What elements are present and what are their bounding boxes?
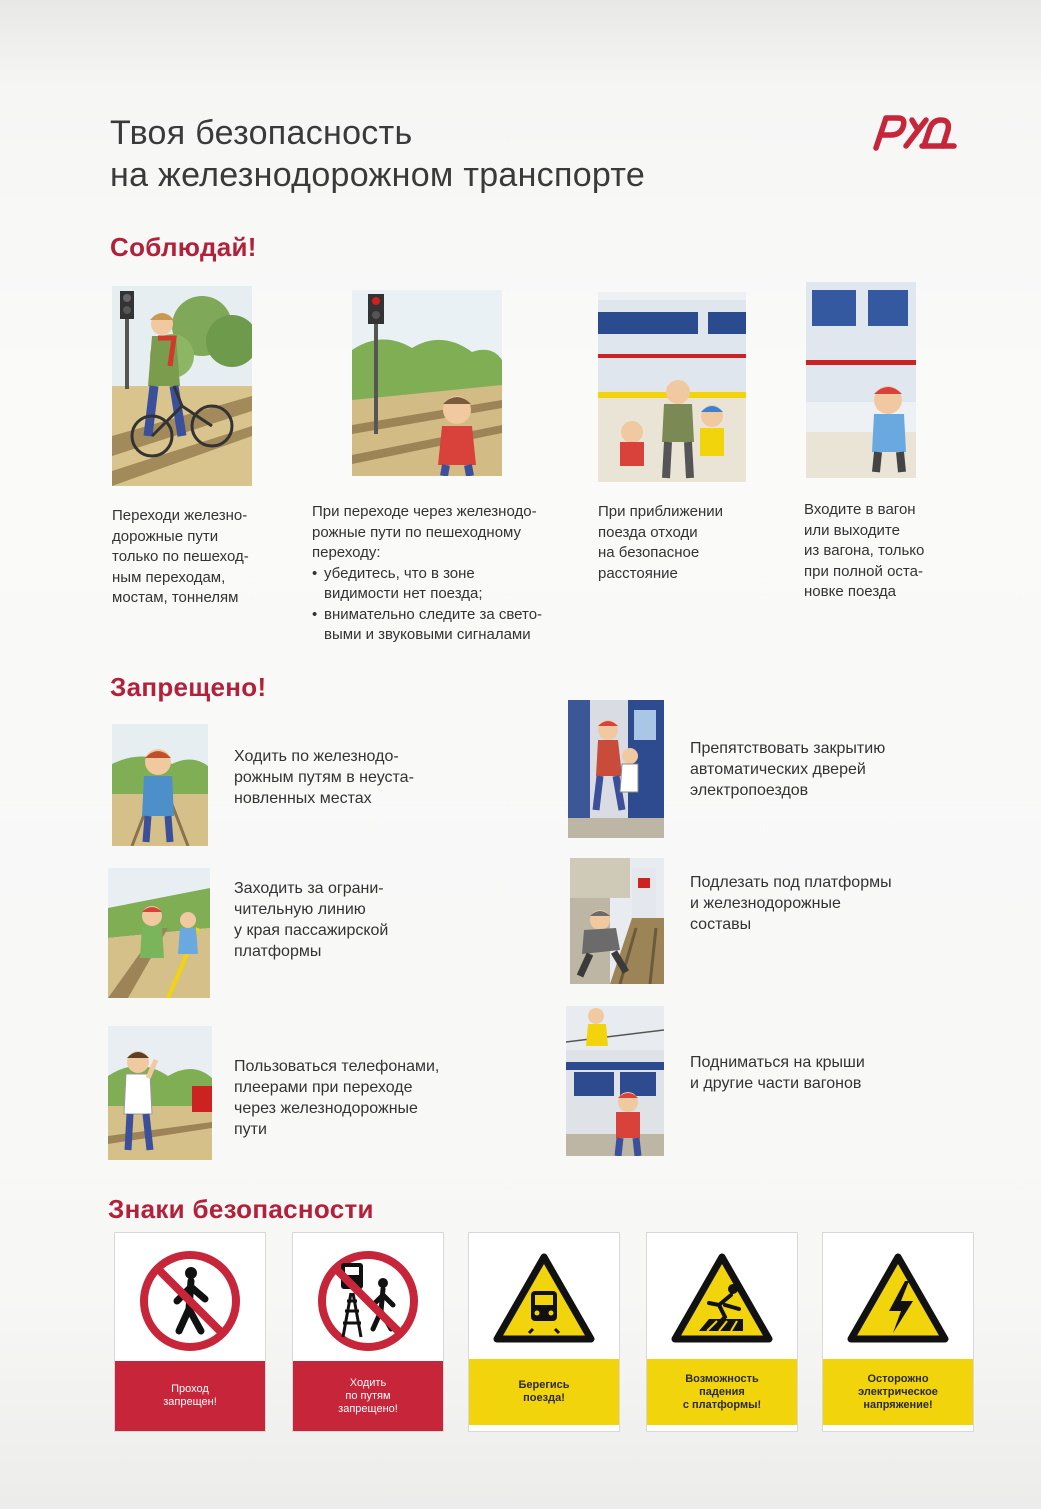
sign-line: запрещен! <box>163 1396 217 1408</box>
forbidden-line: рожным путям в неуста- <box>234 769 414 786</box>
forbidden-line: у края пассажирской <box>234 922 389 939</box>
caption-line: При переходе через железнодо- <box>312 503 537 520</box>
forbidden-line: Пользоваться телефонами, <box>234 1058 440 1075</box>
sign-beware-train <box>468 1232 620 1432</box>
caption-line: поезда отходи <box>598 523 698 541</box>
sign-line: Осторожно <box>867 1372 929 1385</box>
illustration-holding-doors <box>568 700 664 838</box>
rzd-logo <box>868 108 958 152</box>
sign-line: Берегись <box>518 1379 570 1391</box>
caption-line: переходу: <box>312 544 381 561</box>
caption-line: видимости нет поезда; <box>324 585 483 602</box>
sign-high-voltage <box>822 1232 974 1432</box>
forbidden-line: Ходить по железнодо- <box>234 748 399 765</box>
sign-platform-fall <box>646 1232 798 1432</box>
caption-line: при полной оста- <box>804 562 923 580</box>
high-voltage-icon <box>823 1233 973 1363</box>
forbidden-heading: Запрещено! <box>110 672 267 702</box>
illustration-walking-on-tracks <box>112 724 208 846</box>
forbidden-text-6 <box>690 1052 865 1094</box>
caption-line: только по пешеход- <box>112 548 249 565</box>
caption-bullet <box>312 605 542 646</box>
illustration-boy-waiting-train <box>806 282 916 478</box>
caption-line: расстояние <box>598 564 678 582</box>
sign-line: напряжение! <box>863 1398 933 1411</box>
caption-line: новке поезда <box>804 583 896 600</box>
sign-line: Проход <box>171 1383 209 1395</box>
observe-caption-3 <box>598 502 723 584</box>
sign-line: с платформы! <box>682 1398 762 1411</box>
forbidden-line: пути <box>234 1121 267 1138</box>
caption-line: мостам, тоннелям <box>112 589 239 606</box>
forbidden-text-1 <box>234 746 414 809</box>
forbidden-text-3 <box>234 878 388 962</box>
illustration-phone-while-crossing <box>108 1026 212 1160</box>
sign-plate <box>823 1359 973 1425</box>
caption-line: • внимательно следите за свето- <box>324 605 543 623</box>
caption-line: дорожные пути <box>112 527 219 545</box>
forbidden-line: и другие части вагонов <box>690 1075 862 1092</box>
forbidden-line: составы <box>690 916 752 933</box>
train-icon <box>469 1233 619 1363</box>
forbidden-text-5 <box>234 1056 439 1140</box>
sign-line: поезда! <box>523 1392 565 1404</box>
illustration-platform-edge <box>108 868 210 998</box>
falling-person-icon <box>647 1233 797 1363</box>
sign-line: запрещено! <box>338 1402 398 1415</box>
sign-plate <box>293 1361 443 1431</box>
sign-plate <box>647 1359 797 1425</box>
caption-line: При приближении <box>598 503 723 520</box>
forbidden-line: электропоездов <box>690 782 809 799</box>
sign-no-passage <box>114 1232 266 1432</box>
forbidden-line: и железнодорожные <box>690 895 841 912</box>
forbidden-line: Заходить за ограни- <box>234 880 384 897</box>
sign-plate <box>469 1359 619 1425</box>
sign-line: Ходить <box>349 1376 387 1389</box>
forbidden-line: Подлезать под платформы <box>690 874 892 891</box>
forbidden-line: платформы <box>234 943 322 960</box>
forbidden-line: автоматических дверей <box>690 761 866 778</box>
sign-line: электрическое <box>858 1385 938 1398</box>
poster-title <box>110 112 645 196</box>
illustration-pedestrian-traffic-light <box>352 290 502 476</box>
observe-caption-1 <box>112 506 249 609</box>
forbidden-line: через железнодорожные <box>234 1100 418 1117</box>
caption-line: рожные пути по пешеходному <box>312 523 522 541</box>
sign-no-walking-on-tracks <box>292 1232 444 1432</box>
forbidden-line: чительную линию <box>234 901 366 918</box>
forbidden-line: Препятствовать закрытию <box>690 740 886 757</box>
caption-line: • убедитесь, что в зоне <box>324 564 475 582</box>
caption-line: или выходите <box>804 521 900 539</box>
observe-heading: Соблюдай! <box>110 232 257 262</box>
pedestrian-icon <box>115 1233 265 1363</box>
caption-line: из вагона, только <box>804 542 925 559</box>
forbidden-line: Подниматься на крыши <box>690 1054 865 1071</box>
title-line-1: Твоя безопасность <box>110 114 413 152</box>
caption-line: Переходи железно- <box>112 507 248 524</box>
caption-bullet <box>312 564 542 605</box>
signs-heading: Знаки безопасности <box>108 1194 374 1224</box>
observe-caption-4 <box>804 500 924 603</box>
illustration-crawling-under-platform <box>570 858 664 984</box>
caption-line: Входите в вагон <box>804 501 916 518</box>
sign-line: по путям <box>345 1389 391 1402</box>
illustration-family-safe-distance <box>598 292 746 482</box>
caption-line: ным переходам, <box>112 568 226 586</box>
observe-caption-2 <box>312 502 542 646</box>
walking-on-tracks-icon <box>293 1233 443 1363</box>
sign-line: падения <box>699 1385 745 1398</box>
forbidden-line: плеерами при переходе <box>234 1079 413 1096</box>
title-line-2: на железнодорожном транспорте <box>110 156 646 194</box>
forbidden-text-2 <box>690 738 885 801</box>
caption-line: на безопасное <box>598 544 700 561</box>
sign-line: Возможность <box>685 1372 759 1385</box>
forbidden-line: новленных местах <box>234 790 372 807</box>
forbidden-text-4 <box>690 872 892 935</box>
illustration-climbing-on-wagon <box>566 1006 664 1156</box>
sign-plate <box>115 1361 265 1431</box>
caption-line: выми и звуковыми сигналами <box>324 626 531 643</box>
illustration-cyclist-crossing <box>112 286 252 486</box>
